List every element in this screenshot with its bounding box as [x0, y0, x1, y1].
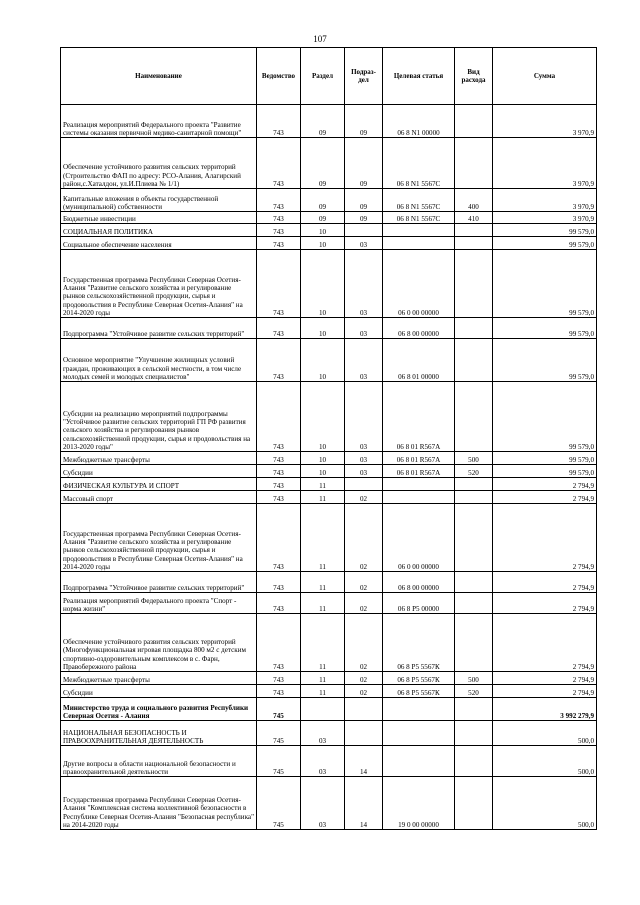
header-sum: Сумма: [493, 48, 597, 105]
row-section: 10: [301, 452, 345, 465]
row-subsection: [345, 721, 383, 746]
row-expense-type: [455, 491, 493, 504]
row-name: Социальное обеспечение населения: [61, 237, 257, 250]
row-name: Государственная программа Республики Северная Осетия-Алания "Развитие сельского хозяйства и регулирование рынков сельскохозяйственной продукции, сырья и продовольствия в Республике Северная Осетия-Алания" на 2014-2020 годы: [61, 250, 257, 318]
row-subsection: 14: [345, 746, 383, 777]
row-subsection: 09: [345, 189, 383, 212]
row-section: 09: [301, 189, 345, 212]
row-subsection: 02: [345, 614, 383, 672]
row-expense-type: [455, 250, 493, 318]
row-name: Субсидии: [61, 685, 257, 698]
row-section: 11: [301, 685, 345, 698]
row-target-article: 06 8 P5 5567К: [383, 685, 455, 698]
row-expense-type: [455, 698, 493, 721]
table-row: [61, 672, 597, 685]
row-sum: 500,0: [493, 777, 597, 830]
row-expense-type: [455, 382, 493, 452]
row-department: 743: [257, 382, 301, 452]
row-name: Подпрограмма "Устойчивое развитие сельских территорий": [61, 572, 257, 593]
row-target-article: [383, 491, 455, 504]
row-expense-type: 500: [455, 672, 493, 685]
row-subsection: 02: [345, 593, 383, 614]
row-sum: 2 794,9: [493, 478, 597, 491]
table-row: [61, 138, 597, 189]
header-department: Ведомство: [257, 48, 301, 105]
table-row: [61, 478, 597, 491]
row-department: 743: [257, 672, 301, 685]
row-expense-type: [455, 746, 493, 777]
row-sum: 99 579,0: [493, 465, 597, 478]
row-target-article: 06 8 N1 5567С: [383, 189, 455, 212]
table-row: [61, 614, 597, 672]
row-target-article: 06 8 01 R567А: [383, 452, 455, 465]
table-row: [61, 318, 597, 339]
row-sum: 3 970,9: [493, 138, 597, 189]
row-expense-type: [455, 504, 493, 572]
row-name: Государственная программа Республики Северная Осетия-Алания "Комплексная система коллективной безопасности в Республике Северная Осетия-Алания "Безопасная республика" на 2014-2020 годы: [61, 777, 257, 830]
row-subsection: 03: [345, 250, 383, 318]
table-row: [61, 777, 597, 830]
table-row: [61, 212, 597, 224]
row-section: 10: [301, 237, 345, 250]
row-target-article: [383, 237, 455, 250]
header-section: Раздел: [301, 48, 345, 105]
row-name: Подпрограмма "Устойчивое развитие сельских территорий": [61, 318, 257, 339]
row-sum: 3 970,9: [493, 212, 597, 224]
row-sum: 3 970,9: [493, 105, 597, 138]
row-expense-type: [455, 721, 493, 746]
row-section: [301, 698, 345, 721]
header-target-article: Целевая статья: [383, 48, 455, 105]
row-department: 743: [257, 189, 301, 212]
table-row: [61, 504, 597, 572]
row-target-article: [383, 721, 455, 746]
row-name: Реализация мероприятий Федерального проекта "Развитие системы оказания первичной медико-санитарной помощи": [61, 105, 257, 138]
row-sum: 99 579,0: [493, 224, 597, 237]
row-section: 10: [301, 224, 345, 237]
table-row: [61, 746, 597, 777]
row-subsection: 09: [345, 212, 383, 224]
row-expense-type: 400: [455, 189, 493, 212]
row-name: Бюджетные инвестиции: [61, 212, 257, 224]
row-name: Обеспечение устойчивого развития сельских территорий (Строительство ФАП по адресу: РСО-Алания, Алагирский район,с.Хаталдон, ул.И.Плиева № 1/1): [61, 138, 257, 189]
row-subsection: 14: [345, 777, 383, 830]
row-section: 11: [301, 504, 345, 572]
table-row: [61, 698, 597, 721]
header-name: Наименование: [61, 48, 257, 105]
row-expense-type: [455, 318, 493, 339]
row-sum: 2 794,9: [493, 685, 597, 698]
row-department: 743: [257, 212, 301, 224]
row-target-article: [383, 224, 455, 237]
table-row: [61, 685, 597, 698]
row-subsection: 09: [345, 138, 383, 189]
row-department: 743: [257, 572, 301, 593]
row-expense-type: [455, 339, 493, 382]
row-subsection: 02: [345, 685, 383, 698]
row-sum: 3 992 279,9: [493, 698, 597, 721]
table-row: [61, 721, 597, 746]
table-header-row: [61, 48, 597, 105]
row-sum: 500,0: [493, 746, 597, 777]
row-section: 11: [301, 478, 345, 491]
row-department: 743: [257, 237, 301, 250]
budget-table: [60, 47, 597, 830]
row-section: 10: [301, 250, 345, 318]
table-body: [61, 105, 597, 830]
row-target-article: 06 8 P5 5567К: [383, 672, 455, 685]
row-expense-type: 520: [455, 465, 493, 478]
row-section: 11: [301, 593, 345, 614]
row-target-article: 06 8 N1 5567С: [383, 138, 455, 189]
row-sum: 2 794,9: [493, 572, 597, 593]
row-department: 743: [257, 504, 301, 572]
row-subsection: 02: [345, 672, 383, 685]
row-target-article: 06 0 00 00000: [383, 250, 455, 318]
row-department: 743: [257, 593, 301, 614]
table-row: [61, 593, 597, 614]
row-target-article: 06 8 N1 5567С: [383, 212, 455, 224]
row-target-article: 19 0 00 00000: [383, 777, 455, 830]
row-sum: 2 794,9: [493, 593, 597, 614]
row-target-article: 06 8 00 00000: [383, 318, 455, 339]
row-subsection: 03: [345, 382, 383, 452]
row-sum: 2 794,9: [493, 672, 597, 685]
row-section: 03: [301, 721, 345, 746]
row-target-article: 06 8 01 R567А: [383, 465, 455, 478]
row-name: Обеспечение устойчивого развития сельских территорий (Многофункциональная игровая площадка 800 м2 с детским спортивно-оздоровительным комплексом в с. Фарн, Правобережного района: [61, 614, 257, 672]
row-subsection: 03: [345, 465, 383, 478]
row-sum: 500,0: [493, 721, 597, 746]
row-target-article: 06 8 00 00000: [383, 572, 455, 593]
row-subsection: 09: [345, 105, 383, 138]
row-sum: 99 579,0: [493, 237, 597, 250]
row-department: 743: [257, 465, 301, 478]
row-name: Капитальные вложения в объекты государственной (муниципальной) собственности: [61, 189, 257, 212]
row-sum: 99 579,0: [493, 318, 597, 339]
row-section: 03: [301, 746, 345, 777]
row-expense-type: 520: [455, 685, 493, 698]
row-subsection: 02: [345, 504, 383, 572]
row-expense-type: 410: [455, 212, 493, 224]
row-department: 743: [257, 491, 301, 504]
row-expense-type: [455, 572, 493, 593]
row-expense-type: 500: [455, 452, 493, 465]
row-department: 743: [257, 478, 301, 491]
row-target-article: [383, 698, 455, 721]
table-row: [61, 105, 597, 138]
row-name: Межбюджетные трансферты: [61, 672, 257, 685]
row-section: 10: [301, 465, 345, 478]
row-department: 743: [257, 685, 301, 698]
row-target-article: 06 8 N1 00000: [383, 105, 455, 138]
table-row: [61, 339, 597, 382]
row-department: 745: [257, 777, 301, 830]
row-section: 11: [301, 572, 345, 593]
row-subsection: 02: [345, 572, 383, 593]
row-department: 745: [257, 721, 301, 746]
row-department: 743: [257, 452, 301, 465]
row-department: 743: [257, 250, 301, 318]
row-department: 743: [257, 339, 301, 382]
row-section: 09: [301, 212, 345, 224]
table-row: [61, 465, 597, 478]
row-name: ФИЗИЧЕСКАЯ КУЛЬТУРА И СПОРТ: [61, 478, 257, 491]
row-subsection: 03: [345, 339, 383, 382]
header-subsection: Подраз-дел: [345, 48, 383, 105]
row-subsection: 03: [345, 318, 383, 339]
page-number: 107: [313, 34, 327, 44]
table-row: [61, 491, 597, 504]
row-name: Реализация мероприятий Федерального проекта "Спорт - норма жизни": [61, 593, 257, 614]
row-name: Субсидии на реализацию мероприятий подпрограммы "Устойчивое развитие сельских территорий ГП РФ развития сельского хозяйства и регулирования рынков сельскохозяйственной продукции, сырья и продовольствия на 2013-2020 годы": [61, 382, 257, 452]
row-name: Другие вопросы в области национальной безопасности и правоохранительной деятельности: [61, 746, 257, 777]
header-expense-type: Вид расхода: [455, 48, 493, 105]
row-section: 09: [301, 138, 345, 189]
row-section: 11: [301, 672, 345, 685]
row-name: Основное мероприятие "Улучшение жилищных условий граждан, проживающих в сельской местности, в том числе молодых семей и молодых специалистов": [61, 339, 257, 382]
row-target-article: [383, 746, 455, 777]
row-name: Государственная программа Республики Северная Осетия-Алания "Развитие сельского хозяйства и регулирование рынков сельскохозяйственной продукции, сырья и продовольствия в Республике Северная Осетия-Алания" на 2014-2020 годы: [61, 504, 257, 572]
row-target-article: 06 8 01 R567А: [383, 382, 455, 452]
row-subsection: [345, 224, 383, 237]
row-target-article: 06 8 P5 00000: [383, 593, 455, 614]
row-subsection: [345, 478, 383, 491]
row-sum: 2 794,9: [493, 614, 597, 672]
row-subsection: 02: [345, 491, 383, 504]
row-section: 11: [301, 614, 345, 672]
row-section: 09: [301, 105, 345, 138]
row-expense-type: [455, 777, 493, 830]
row-department: 745: [257, 746, 301, 777]
row-sum: 3 970,9: [493, 189, 597, 212]
row-expense-type: [455, 593, 493, 614]
table-row: [61, 189, 597, 212]
row-sum: 99 579,0: [493, 382, 597, 452]
row-subsection: [345, 698, 383, 721]
row-subsection: 03: [345, 237, 383, 250]
row-expense-type: [455, 224, 493, 237]
row-sum: 99 579,0: [493, 339, 597, 382]
row-department: 743: [257, 105, 301, 138]
row-section: 03: [301, 777, 345, 830]
row-expense-type: [455, 237, 493, 250]
row-target-article: 06 8 01 00000: [383, 339, 455, 382]
table-row: [61, 572, 597, 593]
table-row: [61, 382, 597, 452]
row-target-article: 06 0 00 00000: [383, 504, 455, 572]
table-row: [61, 237, 597, 250]
row-sum: 2 794,9: [493, 504, 597, 572]
row-department: 743: [257, 614, 301, 672]
row-section: 10: [301, 339, 345, 382]
row-department: 743: [257, 224, 301, 237]
table-row: [61, 224, 597, 237]
row-section: 10: [301, 382, 345, 452]
row-section: 11: [301, 491, 345, 504]
row-department: 745: [257, 698, 301, 721]
row-sum: 2 794,9: [493, 491, 597, 504]
table-row: [61, 250, 597, 318]
row-expense-type: [455, 614, 493, 672]
row-name: Субсидии: [61, 465, 257, 478]
row-target-article: 06 8 P5 5567К: [383, 614, 455, 672]
row-section: 10: [301, 318, 345, 339]
table-row: [61, 452, 597, 465]
row-sum: 99 579,0: [493, 452, 597, 465]
row-target-article: [383, 478, 455, 491]
row-name: Министерство труда и социального развития Республики Северная Осетия - Алания: [61, 698, 257, 721]
row-name: Массовый спорт: [61, 491, 257, 504]
row-expense-type: [455, 105, 493, 138]
row-name: Межбюджетные трансферты: [61, 452, 257, 465]
row-name: НАЦИОНАЛЬНАЯ БЕЗОПАСНОСТЬ И ПРАВООХРАНИТЕЛЬНАЯ ДЕЯТЕЛЬНОСТЬ: [61, 721, 257, 746]
row-expense-type: [455, 478, 493, 491]
row-expense-type: [455, 138, 493, 189]
row-department: 743: [257, 318, 301, 339]
row-name: СОЦИАЛЬНАЯ ПОЛИТИКА: [61, 224, 257, 237]
row-subsection: 03: [345, 452, 383, 465]
row-department: 743: [257, 138, 301, 189]
row-sum: 99 579,0: [493, 250, 597, 318]
